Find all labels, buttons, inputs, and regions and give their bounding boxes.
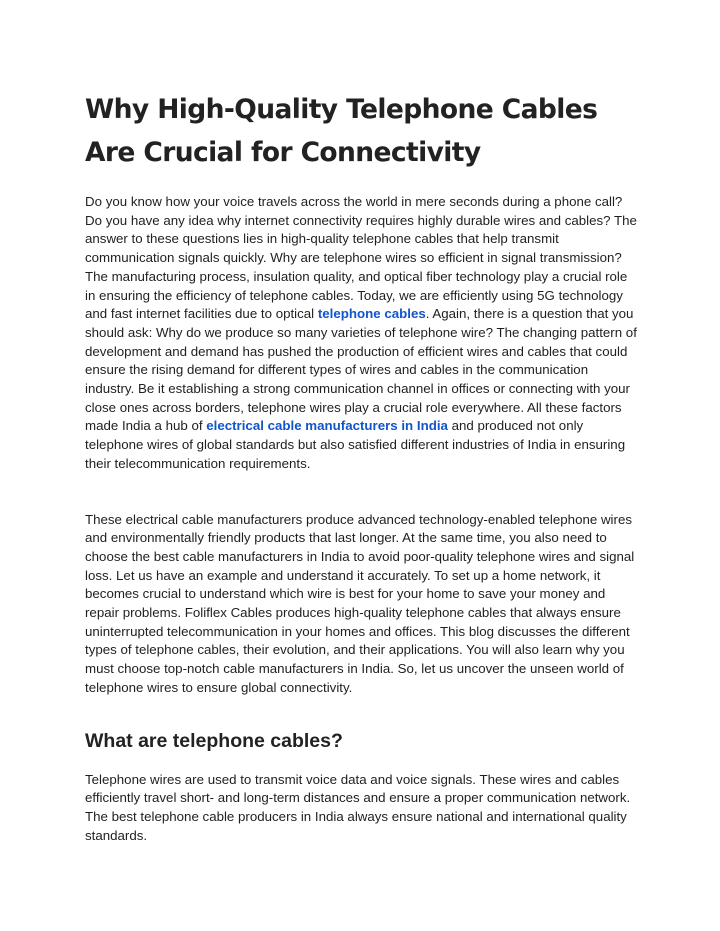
title-line-2: Are Crucial for Connectivity — [85, 137, 481, 168]
third-paragraph: Telephone wires are used to transmit voice data and voice signals. These wires and cables efficiently travel short- and long-term distances and ensure a proper communication network. The best telephone cable producers in India always ensure national and international quality standards. — [85, 771, 631, 843]
intro-text-start: Do you know how your voice travels across the world in mere seconds during a phone call? Do you have any idea why internet connectivity requires highly durable wires and cables? The answer to these questions lies in high-quality telephone cables that help transmit communication signals quickly. Why are telephone wires so efficient in signal transmission? The manufacturing process, insulation quality, and optical fiber technology play a crucial role in ensuring the efficiency of telephone cables. Today, we are efficiently using 5G technology and fast internet facilities due to optical — [85, 194, 637, 322]
document-page — [85, 88, 637, 845]
telephone-cables-link[interactable]: telephone cables — [317, 306, 426, 322]
second-paragraph: These electrical cable manufacturers produce advanced technology-enabled telephone wires and environmentally friendly products that last longer. At the same time, you also need to choose the best cable manufacturers in India to avoid poor-quality telephone wires and signal loss. Let us have an example and understand it accurately. To set up a home network, it becomes crucial to understand which wire is best for your home to save your money and repair problems. Foliflex Cables produces high-quality telephone cables that always ensure uninterrupted telecommunication in your homes and offices. This blog discusses the different types of telephone cables, their evolution, and their applications. You will also learn why you must choose top-notch cable manufacturers in India. So, let us uncover the unseen world of telephone wires to ensure global connectivity. — [85, 511, 635, 695]
document-title — [85, 88, 637, 174]
electrical-cable-manufacturers-link[interactable]: electrical cable manufacturers in India — [206, 418, 448, 434]
intro-text-middle: . Again, there is a question that you should ask: Why do we produce so many varieties of telephone wire? The changing pattern of development and demand has pushed the production of efficient wires and cables that could ensure the rising demand for different types of wires and cables in the communication industry. Be it establishing a strong communication channel in offices or connecting with your close ones across borders, telephone wires play a crucial role everywhere. All these factors made India a hub of — [85, 306, 637, 434]
intro-text-end: and produced not only telephone wires of global standards but also satisfied different industries of India in ensuring their telecommunication requirements. — [85, 418, 626, 471]
title-line-1: Why High-Quality Telephone Cables — [85, 94, 598, 125]
intro-paragraph — [85, 193, 637, 474]
section-heading: What are telephone cables? — [85, 729, 343, 752]
